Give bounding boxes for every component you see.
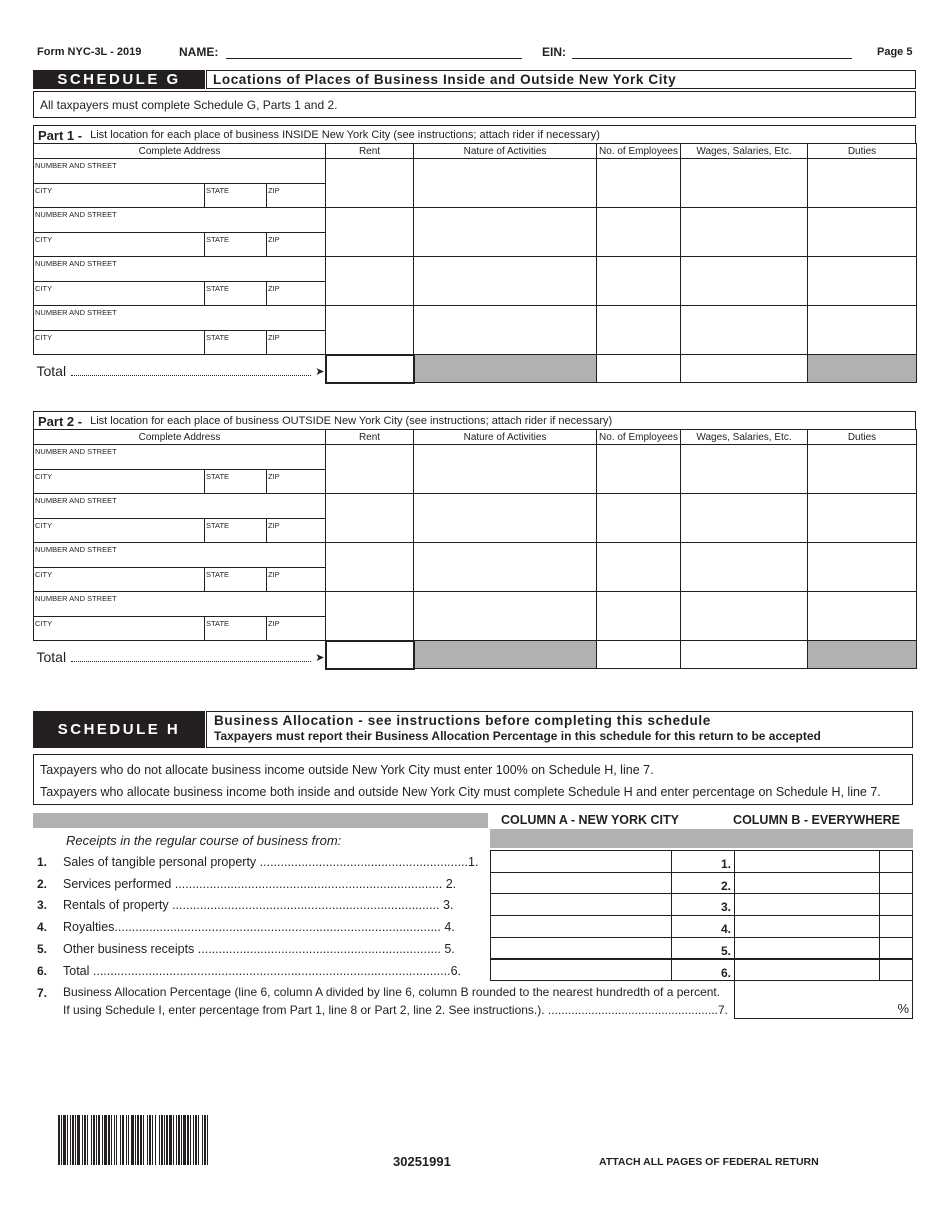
part2-text: List location for each place of business OUTSIDE New York City (see instructions; attach rider if necessary)	[90, 415, 613, 427]
line-ref: 3.	[720, 900, 731, 915]
employees-field[interactable]	[597, 208, 681, 257]
wages-field[interactable]	[681, 592, 808, 641]
street-label: NUMBER AND STREET	[35, 447, 117, 456]
line-number: 3.	[37, 898, 48, 913]
duties-field[interactable]	[808, 543, 917, 592]
line-ref: 4.	[720, 922, 731, 937]
wages-field[interactable]	[681, 543, 808, 592]
percent-sign: %	[897, 1001, 909, 1016]
rent-field[interactable]	[326, 445, 414, 494]
total-duties-shaded	[808, 641, 917, 669]
rent-field[interactable]	[326, 543, 414, 592]
total-activities-shaded	[414, 641, 597, 669]
street-field[interactable]	[34, 306, 325, 331]
wages-field[interactable]	[681, 159, 808, 208]
column-a-header: COLUMN A - NEW YORK CITY	[501, 813, 680, 827]
column-b-cents[interactable]	[879, 915, 913, 938]
zip-field[interactable]	[267, 617, 325, 640]
zip-label: ZIP	[268, 333, 280, 342]
street-label: NUMBER AND STREET	[35, 545, 117, 554]
address-cell	[34, 592, 326, 641]
line7-text1: Business Allocation Percentage (line 6, column A divided by line 6, column B rounded to the nearest hundredth of a percent.	[63, 985, 721, 999]
duties-field[interactable]	[808, 306, 917, 355]
duties-field[interactable]	[808, 494, 917, 543]
activities-field[interactable]	[414, 306, 597, 355]
total-employees-field[interactable]	[597, 355, 681, 383]
zip-field[interactable]	[267, 233, 325, 256]
address-cell	[34, 208, 326, 257]
line-text: Sales of tangible personal property ............................................................1.	[63, 855, 479, 869]
street-field[interactable]	[34, 159, 325, 184]
address-cell	[34, 257, 326, 306]
state-label: STATE	[206, 472, 230, 481]
employees-field[interactable]	[597, 592, 681, 641]
activities-field[interactable]	[414, 445, 597, 494]
street-label: NUMBER AND STREET	[35, 161, 117, 170]
city-label: CITY	[35, 333, 53, 342]
page-number: Page 5	[877, 46, 913, 58]
column-b-field[interactable]	[734, 872, 880, 895]
schedule-h-title: Business Allocation - see instructions before completing this schedule	[214, 713, 711, 728]
city-label: CITY	[35, 570, 53, 579]
arrow-right-icon: ➤	[315, 365, 325, 378]
name-field[interactable]	[226, 58, 522, 59]
column-b-cents[interactable]	[879, 872, 913, 895]
wages-field[interactable]	[681, 494, 808, 543]
total-duties-shaded	[808, 355, 917, 383]
line-number: 4.	[37, 920, 48, 935]
column-b-field[interactable]	[734, 959, 880, 982]
barcode-bar	[207, 1115, 208, 1165]
street-field[interactable]	[34, 543, 325, 568]
wages-field[interactable]	[681, 445, 808, 494]
column-a-field[interactable]	[490, 937, 672, 960]
wages-field[interactable]	[681, 208, 808, 257]
state-label: STATE	[206, 619, 230, 628]
schedule-g-tag: SCHEDULE G	[33, 70, 205, 89]
duties-field[interactable]	[808, 257, 917, 306]
col-duties: Duties	[808, 144, 917, 159]
line-ref: 5.	[720, 943, 731, 958]
column-shaded-bar	[490, 829, 913, 848]
state-label: STATE	[206, 333, 230, 342]
state-field[interactable]	[205, 470, 267, 493]
activities-field[interactable]	[414, 159, 597, 208]
wages-field[interactable]	[681, 306, 808, 355]
zip-field[interactable]	[267, 184, 325, 207]
left-shaded-bar	[33, 813, 488, 828]
total-rent-field[interactable]	[326, 641, 414, 669]
part1-table	[33, 143, 917, 384]
city-field[interactable]	[34, 470, 205, 493]
zip-label: ZIP	[268, 521, 280, 530]
state-field[interactable]	[205, 617, 267, 640]
column-b-field[interactable]	[734, 915, 880, 938]
line7-percent-field[interactable]	[734, 979, 913, 1019]
total-wages-field[interactable]	[681, 355, 808, 383]
schedule-h-subtitle: Taxpayers must report their Business Allocation Percentage in this schedule for this return to be accepted	[214, 729, 821, 743]
column-a-cents[interactable]	[671, 872, 735, 895]
column-b-field[interactable]	[734, 850, 880, 873]
total-wages-field[interactable]	[681, 641, 808, 669]
activities-field[interactable]	[414, 257, 597, 306]
street-field[interactable]	[34, 208, 325, 233]
location-row	[34, 306, 917, 355]
street-field[interactable]	[34, 257, 325, 282]
zip-field[interactable]	[267, 331, 325, 354]
total-label-cell	[34, 355, 326, 383]
address-cell	[34, 494, 326, 543]
city-field[interactable]	[34, 617, 205, 640]
line-ref: 6.	[720, 965, 731, 980]
location-row	[34, 592, 917, 641]
employees-field[interactable]	[597, 543, 681, 592]
street-label: NUMBER AND STREET	[35, 308, 117, 317]
state-label: STATE	[206, 521, 230, 530]
city-field[interactable]	[34, 331, 205, 354]
schedule-h-notes	[33, 754, 913, 805]
col-wages: Wages, Salaries, Etc.	[681, 430, 808, 445]
column-a-cents[interactable]	[671, 959, 735, 982]
address-cell	[34, 543, 326, 592]
activities-field[interactable]	[414, 494, 597, 543]
total-label: Total	[36, 363, 67, 379]
arrow-right-icon: ➤	[315, 651, 325, 664]
employees-field[interactable]	[597, 445, 681, 494]
form-code: 30251991	[393, 1154, 451, 1169]
line7-number: 7.	[37, 986, 48, 1000]
zip-label: ZIP	[268, 284, 280, 293]
activities-field[interactable]	[414, 592, 597, 641]
line-text: Services performed ............................................................................. 2.	[63, 876, 457, 891]
duties-field[interactable]	[808, 592, 917, 641]
col-wages: Wages, Salaries, Etc.	[681, 144, 808, 159]
state-field[interactable]	[205, 519, 267, 542]
zip-label: ZIP	[268, 186, 280, 195]
schedule-h-note1: Taxpayers who do not allocate business income outside New York City must enter 100% on Schedule H, line 7.	[40, 763, 654, 777]
rent-field[interactable]	[326, 159, 414, 208]
street-label: NUMBER AND STREET	[35, 594, 117, 603]
line-number: 6.	[37, 963, 48, 978]
line-number: 1.	[37, 855, 48, 869]
city-field[interactable]	[34, 233, 205, 256]
state-label: STATE	[206, 570, 230, 579]
city-label: CITY	[35, 619, 53, 628]
line-text: Rentals of property ............................................................................. 3.	[63, 898, 454, 913]
column-b-cents[interactable]	[879, 959, 913, 982]
col-employees: No. of Employees	[597, 430, 681, 445]
address-cell	[34, 306, 326, 355]
schedule-g-title: Locations of Places of Business Inside and Outside New York City	[206, 70, 916, 89]
employees-field[interactable]	[597, 257, 681, 306]
location-row	[34, 543, 917, 592]
name-label: NAME:	[179, 45, 219, 59]
zip-field[interactable]	[267, 519, 325, 542]
column-a-field[interactable]	[490, 872, 672, 895]
street-field[interactable]	[34, 445, 325, 470]
employees-field[interactable]	[597, 159, 681, 208]
street-field[interactable]	[34, 494, 325, 519]
location-row	[34, 208, 917, 257]
schedule-h-tag: SCHEDULE H	[33, 711, 205, 748]
line7-text2: If using Schedule I, enter percentage from Part 1, line 8 or Part 2, line 2. See instructions.). ...................................................7.	[63, 1003, 728, 1017]
state-label: STATE	[206, 235, 230, 244]
col-rent: Rent	[326, 144, 414, 159]
rent-field[interactable]	[326, 306, 414, 355]
location-row	[34, 257, 917, 306]
line-number: 2.	[37, 876, 48, 891]
state-field[interactable]	[205, 184, 267, 207]
column-headers	[490, 813, 913, 829]
wages-field[interactable]	[681, 257, 808, 306]
column-a-cents[interactable]	[671, 937, 735, 960]
line-text: Other business receipts ...................................................................... 5.	[63, 941, 455, 956]
city-label: CITY	[35, 472, 53, 481]
total-employees-field[interactable]	[597, 641, 681, 669]
column-a-field[interactable]	[490, 959, 672, 982]
city-label: CITY	[35, 186, 53, 195]
rent-field[interactable]	[326, 208, 414, 257]
address-cell	[34, 159, 326, 208]
zip-label: ZIP	[268, 570, 280, 579]
city-field[interactable]	[34, 519, 205, 542]
rent-field[interactable]	[326, 257, 414, 306]
city-label: CITY	[35, 521, 53, 530]
attach-note: ATTACH ALL PAGES OF FEDERAL RETURN	[599, 1156, 819, 1168]
activities-field[interactable]	[414, 208, 597, 257]
ein-field[interactable]	[572, 58, 852, 59]
city-field[interactable]	[34, 568, 205, 591]
total-activities-shaded	[414, 355, 597, 383]
city-field[interactable]	[34, 184, 205, 207]
column-b-header: COLUMN B - EVERYWHERE	[733, 813, 900, 827]
column-a-cents[interactable]	[671, 893, 735, 916]
column-b-cents[interactable]	[879, 850, 913, 873]
street-label: NUMBER AND STREET	[35, 496, 117, 505]
part2-table	[33, 429, 917, 670]
employees-field[interactable]	[597, 306, 681, 355]
total-label-cell	[34, 641, 326, 669]
column-a-cents[interactable]	[671, 915, 735, 938]
state-field[interactable]	[205, 568, 267, 591]
schedule-g-instruction: All taxpayers must complete Schedule G, Parts 1 and 2.	[33, 91, 916, 118]
employees-field[interactable]	[597, 494, 681, 543]
column-a-field[interactable]	[490, 850, 672, 873]
schedule-h-title-box	[206, 711, 913, 748]
rent-field[interactable]	[326, 494, 414, 543]
column-b-cents[interactable]	[879, 893, 913, 916]
part1-header	[33, 125, 916, 144]
barcode	[58, 1115, 284, 1165]
part1-label: Part 1 -	[38, 127, 83, 143]
col-activities: Nature of Activities	[414, 144, 597, 159]
city-label: CITY	[35, 284, 53, 293]
col-address: Complete Address	[34, 144, 326, 159]
city-field[interactable]	[34, 282, 205, 305]
column-b-field[interactable]	[734, 893, 880, 916]
location-row	[34, 445, 917, 494]
location-row	[34, 494, 917, 543]
receipts-heading: Receipts in the regular course of business from:	[66, 833, 342, 848]
duties-field[interactable]	[808, 208, 917, 257]
col-rent: Rent	[326, 430, 414, 445]
form-id: Form NYC-3L - 2019	[37, 46, 142, 58]
col-employees: No. of Employees	[597, 144, 681, 159]
zip-field[interactable]	[267, 470, 325, 493]
activities-field[interactable]	[414, 543, 597, 592]
line-text: Royalties.............................................................................................. 4.	[63, 920, 455, 935]
schedule-h-note2: Taxpayers who allocate business income both inside and outside New York City must complete Schedule H and enter percentage on Schedule H, line 7.	[40, 785, 881, 799]
state-field[interactable]	[205, 331, 267, 354]
line-text: Total .......................................................................................................6.	[63, 963, 462, 978]
zip-field[interactable]	[267, 568, 325, 591]
zip-field[interactable]	[267, 282, 325, 305]
column-a-cents[interactable]	[671, 850, 735, 873]
ein-label: EIN:	[542, 45, 566, 59]
line-ref: 1.	[720, 857, 731, 871]
column-a-field[interactable]	[490, 893, 672, 916]
duties-field[interactable]	[808, 159, 917, 208]
state-label: STATE	[206, 186, 230, 195]
part1-text: List location for each place of business INSIDE New York City (see instructions; attach rider if necessary)	[90, 129, 600, 141]
line-ref: 2.	[720, 878, 731, 893]
state-field[interactable]	[205, 233, 267, 256]
part2-label: Part 2 -	[38, 413, 83, 429]
part2-header	[33, 411, 916, 430]
total-label: Total	[36, 649, 67, 665]
total-rent-field[interactable]	[326, 355, 414, 383]
column-b-cents[interactable]	[879, 937, 913, 960]
street-label: NUMBER AND STREET	[35, 210, 117, 219]
state-label: STATE	[206, 284, 230, 293]
column-b-field[interactable]	[734, 937, 880, 960]
street-label: NUMBER AND STREET	[35, 259, 117, 268]
zip-label: ZIP	[268, 472, 280, 481]
location-row	[34, 159, 917, 208]
zip-label: ZIP	[268, 619, 280, 628]
address-cell	[34, 445, 326, 494]
col-activities: Nature of Activities	[414, 430, 597, 445]
duties-field[interactable]	[808, 445, 917, 494]
col-duties: Duties	[808, 430, 917, 445]
city-label: CITY	[35, 235, 53, 244]
state-field[interactable]	[205, 282, 267, 305]
line-number: 5.	[37, 941, 48, 956]
column-a-field[interactable]	[490, 915, 672, 938]
zip-label: ZIP	[268, 235, 280, 244]
rent-field[interactable]	[326, 592, 414, 641]
col-address: Complete Address	[34, 430, 326, 445]
street-field[interactable]	[34, 592, 325, 617]
